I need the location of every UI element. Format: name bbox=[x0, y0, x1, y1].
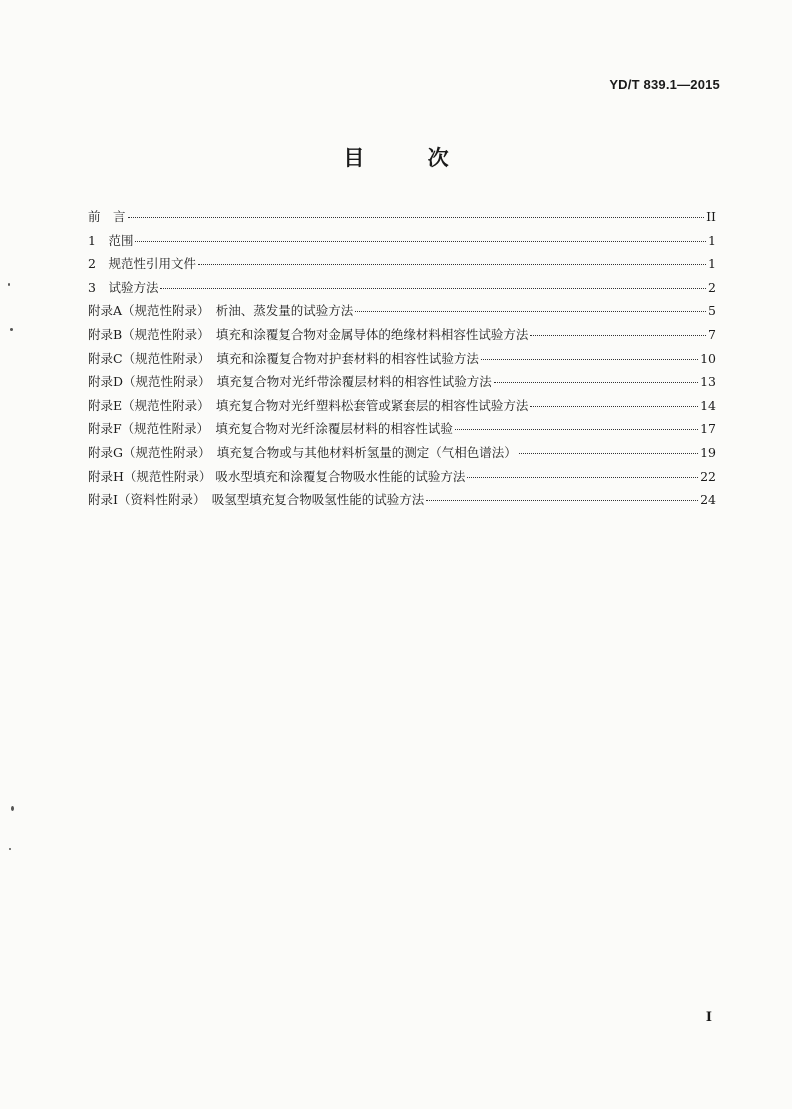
toc-label: 附录E（规范性附录） 填充复合物对光纤塑料松套管或紧套层的相容性试验方法 bbox=[88, 397, 529, 413]
toc-page-number: 1 bbox=[708, 256, 716, 272]
dot-leader bbox=[530, 335, 706, 336]
dot-leader bbox=[530, 406, 698, 407]
scan-speck bbox=[8, 283, 10, 286]
toc-entry-appendix-d[interactable] bbox=[88, 372, 716, 396]
toc-page-number: 19 bbox=[700, 444, 716, 460]
dot-leader bbox=[198, 264, 706, 265]
toc-page-number: 13 bbox=[700, 374, 716, 390]
toc-page-number: 22 bbox=[700, 468, 716, 484]
toc-label: 附录B（规范性附录） 填充和涂覆复合物对金属导体的绝缘材料相容性试验方法 bbox=[88, 326, 529, 342]
dot-leader bbox=[160, 288, 706, 289]
dot-leader bbox=[426, 500, 698, 501]
toc-entry-appendix-b[interactable] bbox=[88, 325, 716, 349]
toc-label: 1 范围 bbox=[88, 232, 134, 248]
toc-entry-appendix-c[interactable] bbox=[88, 349, 716, 373]
toc-page-number: 24 bbox=[700, 492, 716, 508]
toc-entry-normative-references[interactable] bbox=[88, 254, 716, 278]
dot-leader bbox=[128, 217, 705, 218]
toc-label: 2 规范性引用文件 bbox=[88, 256, 196, 272]
toc-entry-appendix-i[interactable] bbox=[88, 490, 716, 514]
toc-entry-appendix-e[interactable] bbox=[88, 396, 716, 420]
toc-page-number: 7 bbox=[708, 326, 716, 342]
toc-label: 附录I（资料性附录） 吸氢型填充复合物吸氢性能的试验方法 bbox=[88, 492, 425, 508]
dot-leader bbox=[494, 382, 698, 383]
toc-page-number: 17 bbox=[700, 421, 716, 437]
toc-entry-appendix-g[interactable] bbox=[88, 443, 716, 467]
page-title: 目 次 bbox=[343, 146, 477, 170]
toc-label: 3 试验方法 bbox=[88, 279, 159, 295]
scan-speck bbox=[10, 328, 13, 331]
page-number: I bbox=[705, 1010, 712, 1025]
dot-leader bbox=[519, 453, 698, 454]
dot-leader bbox=[467, 477, 698, 478]
toc-page-number: II bbox=[706, 209, 716, 224]
toc-label: 附录F（规范性附录） 填充复合物对光纤涂覆层材料的相容性试验 bbox=[88, 421, 453, 437]
toc-label: 附录C（规范性附录） 填充和涂覆复合物对护套材料的相容性试验方法 bbox=[88, 350, 479, 366]
toc-page-number: 2 bbox=[708, 279, 716, 295]
toc-page-number: 5 bbox=[708, 303, 716, 319]
toc-entry-scope[interactable] bbox=[88, 231, 716, 255]
toc-page-number: 10 bbox=[700, 350, 716, 366]
toc-entry-test-methods[interactable] bbox=[88, 278, 716, 302]
toc-entry-appendix-f[interactable] bbox=[88, 419, 716, 443]
toc-label: 前 言 bbox=[88, 209, 126, 224]
toc-label: 附录G（规范性附录） 填充复合物或与其他材料析氢量的测定（气相色谱法） bbox=[88, 444, 517, 460]
scan-speck bbox=[9, 848, 11, 850]
toc-entry-appendix-a[interactable] bbox=[88, 301, 716, 325]
scan-speck bbox=[11, 806, 14, 811]
table-of-contents bbox=[88, 207, 716, 514]
toc-label: 附录D（规范性附录） 填充复合物对光纤带涂覆层材料的相容性试验方法 bbox=[88, 374, 492, 390]
toc-page-number: 1 bbox=[708, 232, 716, 248]
dot-leader bbox=[481, 359, 698, 360]
dot-leader bbox=[455, 429, 698, 430]
toc-label: 附录H（规范性附录） 吸水型填充和涂覆复合物吸水性能的试验方法 bbox=[88, 468, 466, 484]
toc-label: 附录A（规范性附录） 析油、蒸发量的试验方法 bbox=[88, 303, 354, 319]
dot-leader bbox=[355, 311, 706, 312]
toc-entry-foreword[interactable] bbox=[88, 207, 716, 231]
toc-entry-appendix-h[interactable] bbox=[88, 467, 716, 491]
toc-page-number: 14 bbox=[700, 397, 716, 413]
standard-number: YD/T 839.1—2015 bbox=[609, 77, 720, 92]
dot-leader bbox=[135, 241, 706, 242]
